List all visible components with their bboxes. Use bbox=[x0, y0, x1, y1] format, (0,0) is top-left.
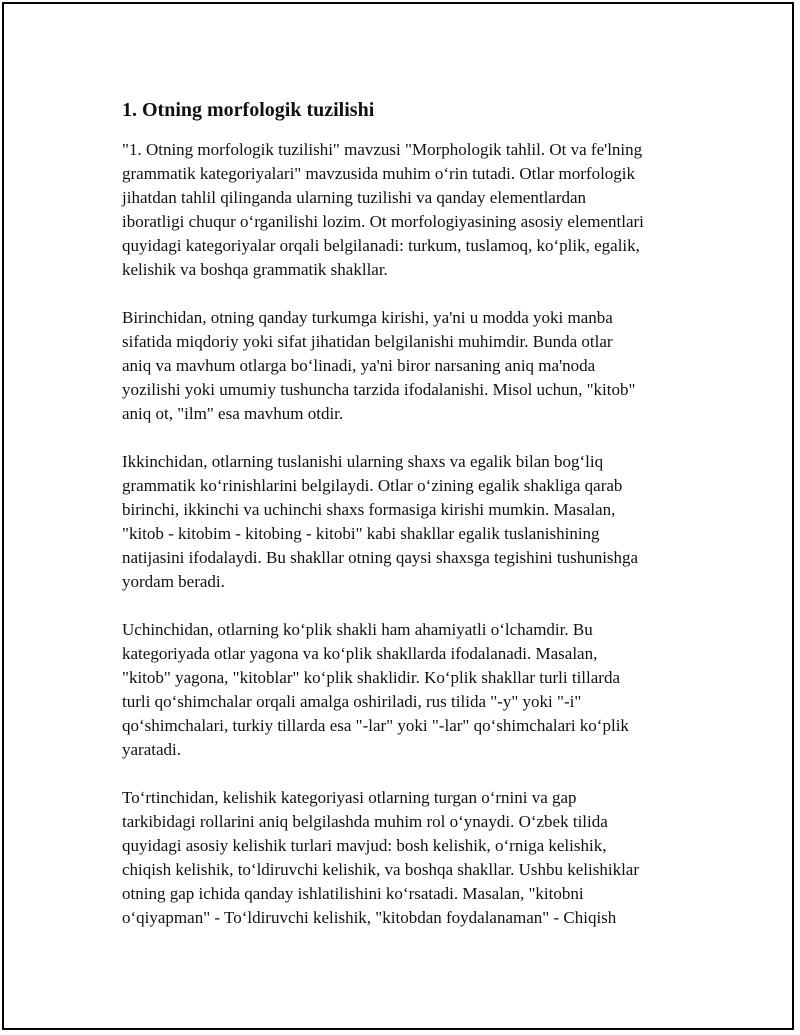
paragraph-4: Uchinchidan, otlarning koʻplik shakli ham ahamiyatli oʻlchamdir. Bu kategoriyada otlar yagona va koʻplik shakllarda ifodalanadi. Masalan, "kitob" yagona, "kitoblar" koʻplik shaklidir. Koʻplik shakllar turli tillarda turli qoʻshimchalar orqali amalga oshiriladi, rus tilida "-y" yoki "-i" qoʻshimchalari, turkiy tillarda esa "-lar" yoki "-lar" qoʻshimchalari koʻplik yaratadi. bbox=[122, 620, 629, 759]
paragraph-1: "1. Otning morfologik tuzilishi" mavzusi "Morphologik tahlil. Ot va fe'lning grammatik kategoriyalari" mavzusida muhim oʻrin tutadi. Otlar morfologik jihatdan tahlil qilinganda ularning tuzilishi va qanday elementlardan iboratligi chuqur oʻrganilishi lozim. Ot morfologiyasining asosiy elementlari quyidagi kategoriyalar orqali belgilanadi: turkum, tuslamoq, koʻplik, egalik, kelishik va boshqa grammatik shakllar. bbox=[122, 140, 644, 279]
page-frame bbox=[2, 2, 794, 1030]
document-content bbox=[122, 97, 697, 954]
paragraph-2: Birinchidan, otning qanday turkumga kirishi, ya'ni u modda yoki manba sifatida miqdoriy yoki sifat jihatidan belgilanishi muhimdir. Bunda otlar aniq va mavhum otlarga boʻlinadi, ya'ni biror narsaning aniq ma'noda yozilishi yoki umumiy tushuncha tarzida ifodalanishi. Misol uchun, "kitob" aniq ot, "ilm" esa mavhum otdir. bbox=[122, 308, 636, 423]
paragraph-5: Toʻrtinchidan, kelishik kategoriyasi otlarning turgan oʻrnini va gap tarkibidagi rollarini aniq belgilashda muhim rol oʻynaydi. Oʻzbek tilida quyidagi asosiy kelishik turlari mavjud: bosh kelishik, oʻrniga kelishik, chiqish kelishik, toʻldiruvchi kelishik, va boshqa shakllar. Ushbu kelishiklar otning gap ichida qanday ishlatilishini koʻrsatadi. Masalan, "kitobni oʻqiyapman" - Toʻldiruvchi kelishik, "kitobdan foydalanaman" - Chiqish bbox=[122, 788, 640, 927]
paragraph-3: Ikkinchidan, otlarning tuslanishi ularning shaxs va egalik bilan bogʻliq grammatik koʻrinishlarini belgilaydi. Otlar oʻzining egalik shakliga qarab birinchi, ikkinchi va uchinchi shaxs formasiga kirishi mumkin. Masalan, "kitob - kitobim - kitobing - kitobi" kabi shakllar egalik tuslanishining natijasini ifodalaydi. Bu shakllar otning qaysi shaxsga tegishini tushunishga yordam beradi. bbox=[122, 452, 639, 591]
section-heading: 1. Otning morfologik tuzilishi bbox=[122, 99, 375, 121]
